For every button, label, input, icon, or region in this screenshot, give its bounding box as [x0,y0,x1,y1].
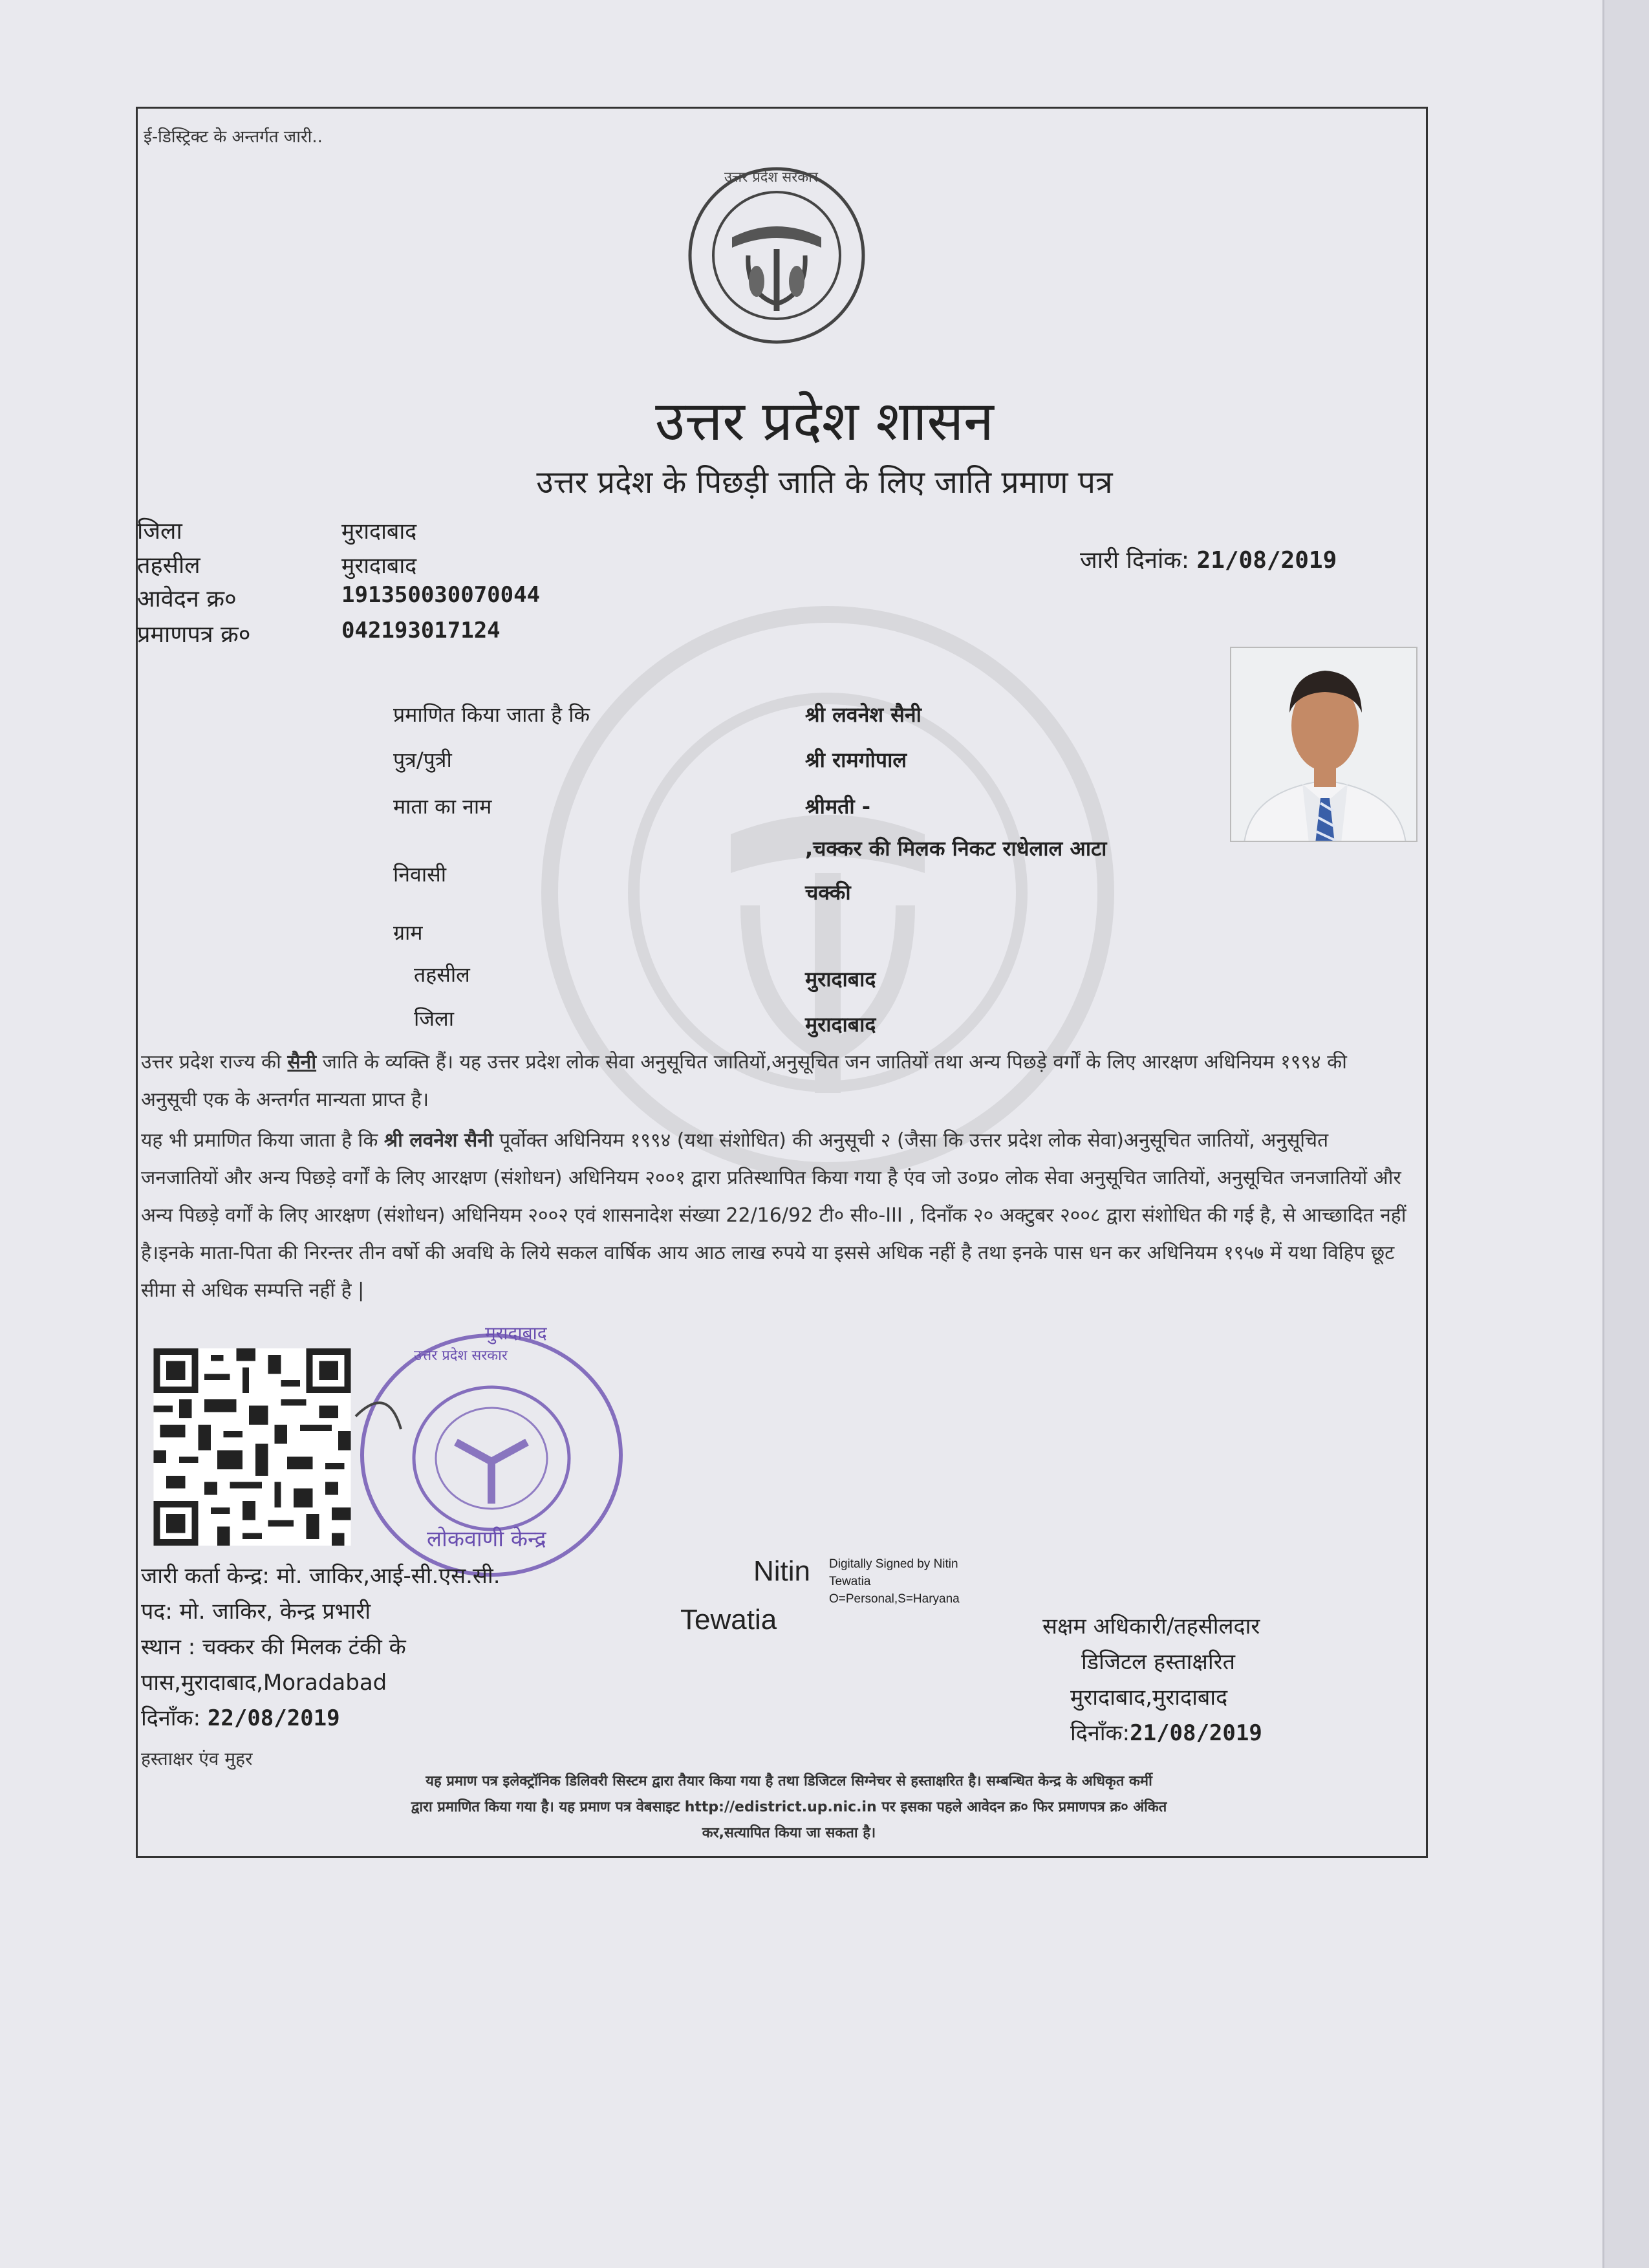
income-paragraph [141,1122,1408,1310]
father-name: श्री रामगोपाल [805,748,907,772]
certificate-label: प्रमाणपत्र क्र० [137,621,251,648]
issuer-place-line-1: स्थान : चक्कर की मिलक टंकी के [141,1634,406,1660]
tehsil-value: मुरादाबाद [341,553,417,579]
person-tehsil-label: तहसील [414,962,470,987]
page-subtitle: उत्तर प्रदेश के पिछड़ी जाति के लिए जाति प्रमाण पत्र [536,464,1113,501]
signature-first-name: Nitin [753,1555,811,1587]
applicant-name: श्री लवनेश सैनी [805,702,921,727]
signature-last-name: Tewatia [680,1604,777,1636]
authority-date-value: 21/08/2019 [1130,1720,1262,1746]
footer-line-3: कर,सत्यापित किया जा सकता है। [702,1825,876,1841]
caste-paragraph-rest: जाति के व्यक्ति हैं। यह उत्तर प्रदेश लोक सेवा अनुसूचित जातियों,अनुसूचित जन जातियों तथा अन्य पिछड़े वर्गों के लिए आरक्षण अधिनियम १९९४ की अनुसूची एक के अन्तर्गत मान्यता प्राप्त है। [141,1051,1347,1111]
authority-date-label: दिनाँक: [1070,1720,1130,1746]
issuer-date-value: 22/08/2019 [207,1705,340,1731]
mother-name: श्रीमती - [805,794,871,819]
signature-note [829,1555,960,1608]
resident-label: निवासी [393,862,447,887]
stamp-bottom-text: लोकवाणी केन्द्र [427,1526,546,1552]
caste-name: सैनी [287,1051,317,1074]
authority-title: सक्षम अधिकारी/तहसीलदार [1042,1614,1260,1639]
application-number: 191350030070044 [341,582,541,608]
verification-footer [155,1769,1423,1846]
issue-date-label: जारी दिनांक: [1080,547,1190,574]
address-line-1: ,चक्कर की मिलक निकट राधेलाल आटा [805,836,1107,861]
issuer-centre: जारी कर्ता केन्द्र: मो. जाकिर,आई-सी.एस.सी. [141,1563,501,1589]
stamp-top-text: उत्तर प्रदेश सरकार [414,1348,508,1364]
authority-date [1070,1717,1262,1747]
tehsil-label: तहसील [137,552,200,579]
applicant-portrait-icon [1231,648,1417,842]
relation-label: पुत्र/पुत्री [393,748,452,772]
signature-note-line-3: O=Personal,S=Haryana [829,1592,960,1606]
person-district-value: मुरादाबाद [805,1012,876,1037]
issued-under-text: ई-डिस्ट्रिक्ट के अन्तर्गत जारी.. [144,127,323,147]
page-title: उत्तर प्रदेश शासन [655,389,994,453]
district-value: मुरादाबाद [341,519,417,545]
application-label: आवेदन क्र० [137,586,237,612]
qr-code [152,1348,352,1546]
income-paragraph-name: श्री लवनेश सैनी [383,1129,493,1152]
person-tehsil-value: मुरादाबाद [805,967,876,991]
footer-line-2: द्वारा प्रमाणित किया गया है। यह प्रमाण पत्र वेबसाइट http://edistrict.up.nic.in पर इसका पहले आवेदन क्र० फिर प्रमाणपत्र क्र० अंकित [411,1799,1167,1815]
issue-date-value: 21/08/2019 [1196,547,1337,574]
issuer-date-label: दिनाँक: [141,1705,201,1731]
issuer-date [141,1702,340,1732]
caste-paragraph [141,1044,1408,1119]
issuer-designation: पद: मो. जाकिर, केन्द्र प्रभारी [141,1599,371,1625]
footer-line-1: यह प्रमाण पत्र इलेक्ट्रॉनिक डिलिवरी सिस्टम द्वारा तैयार किया गया है तथा डिजिटल सिग्नेचर से हस्ताक्षरित है। सम्बन्धित केन्द्र के अधिकृत कर्मी [426,1773,1152,1789]
authority-signed: डिजिटल हस्ताक्षरित [1081,1649,1235,1675]
issuer-place-line-2: पास,मुरादाबाद,Moradabad [141,1670,387,1696]
up-government-emblem-icon [680,165,873,346]
district-label: जिला [137,518,182,545]
person-district-label: जिला [414,1006,455,1031]
income-paragraph-start: यह भी प्रमाणित किया जाता है कि [141,1129,378,1152]
village-label: ग्राम [393,920,423,945]
mother-label: माता का नाम [393,794,492,819]
applicant-photo [1230,647,1417,842]
sign-seal-label: हस्ताक्षर एंव मुहर [141,1748,253,1769]
paper-edge-line [1602,0,1604,2268]
authority-place: मुरादाबाद,मुरादाबाद [1070,1685,1228,1711]
certify-label: प्रमाणित किया जाता है कि [393,702,590,727]
address-line-2: चक्की [805,880,851,905]
signature-note-line-2: Tewatia [829,1575,871,1588]
income-paragraph-rest: पूर्वोक्त अधिनियम १९९४ (यथा संशोधित) की अनुसूची २ (जैसा कि उत्तर प्रदेश लोक सेवा)अनुसूचित जातियों, अनुसूचित जनजातियों और अन्य पिछड़े वर्गों के लिए आरक्षण (संशोधन) अधिनियम २००१ द्वारा प्रतिस्थापित किया गया है एंव जो उ०प्र० लोक सेवा अनुसूचित जातियों, अनुसूचित जनजातियों और अन्य पिछड़े वर्गों के लिए आरक्षण (संशोधन) अधिनियम २००२ एवं शासनादेश संख्या 22/16/92 टी० सी०-III , दिनाँक २० अक्टुबर २००८ द्वारा संशोधित की गई है, से आच्छादित नहीं है।इनके माता-पिता की निरन्तर तीन वर्षो की अवधि के लिये सकल वार्षिक आय आठ लाख रुपये या इससे अधिक नहीं है तथा इनके पास धन कर अधिनियम १९५७ में यथा विहिप छूट सीमा से अधिक सम्पत्ति नहीं है | [141,1129,1406,1302]
stamp-arc-text: मुरादाबाद [485,1323,547,1344]
paper-edge [1602,0,1649,2268]
issue-date [1080,543,1337,575]
emblem-text: उत्तर प्रदेश सरकार [724,169,818,186]
signature-note-line-1: Digitally Signed by Nitin [829,1557,958,1571]
caste-paragraph-start: उत्तर प्रदेश राज्य की [141,1051,281,1074]
certificate-number: 042193017124 [341,618,501,643]
